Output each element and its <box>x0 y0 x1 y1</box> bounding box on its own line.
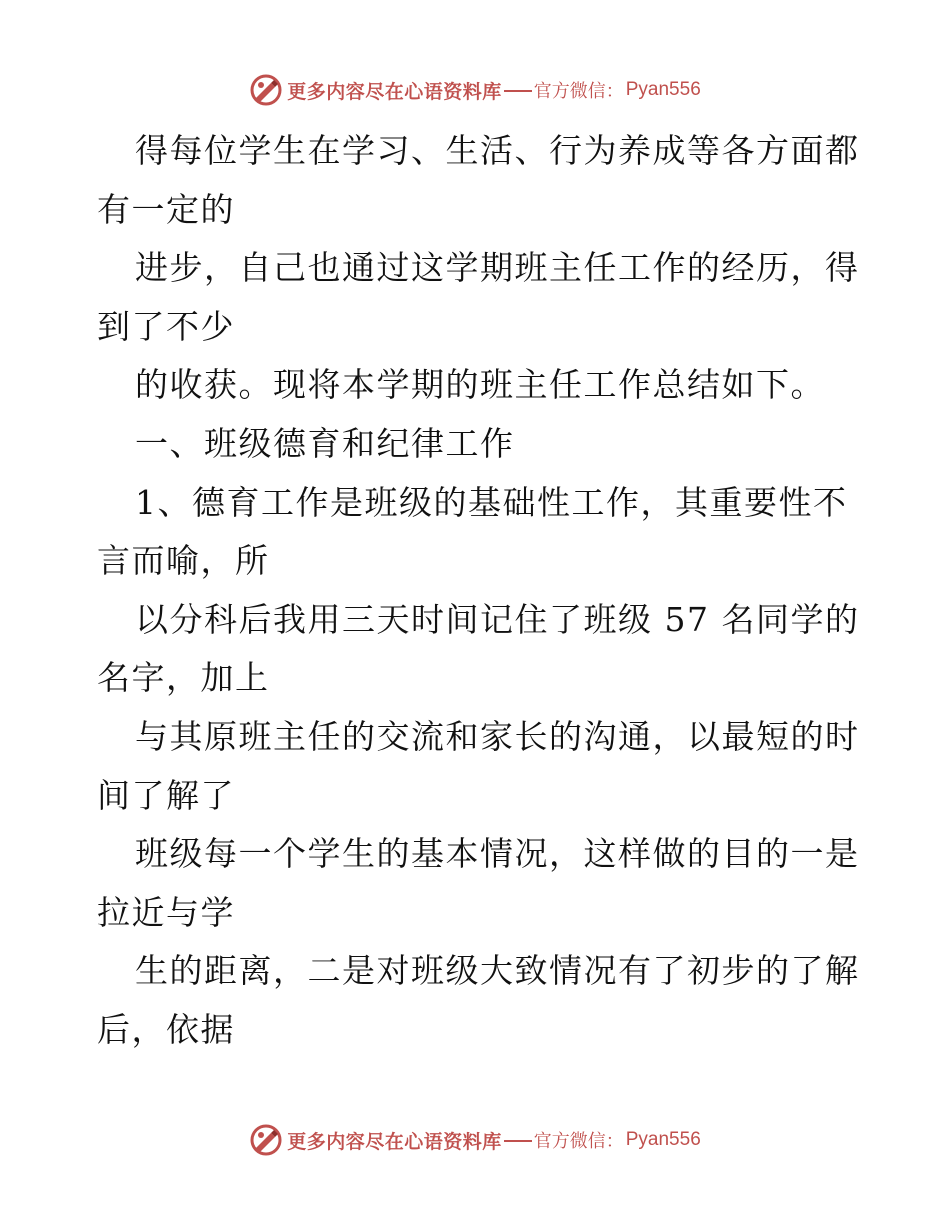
body-line: 的收获。现将本学期的班主任工作总结如下。 <box>135 365 825 405</box>
body-line: 后，依据 <box>97 1009 235 1049</box>
watermark-brand-text: 更多内容尽在心语资料库 <box>287 1130 502 1153</box>
body-line: 名字，加上 <box>97 658 270 698</box>
body-line: 拉近与学 <box>97 892 235 932</box>
watermark-wechat-label: 官方微信： <box>533 81 624 102</box>
header-watermark <box>0 72 950 108</box>
section-heading: 一、班级德育和纪律工作 <box>135 423 515 463</box>
watermark-dash <box>504 1140 532 1142</box>
body-line: 言而喻，所 <box>97 541 270 581</box>
body-line: 1、德育工作是班级的基础性工作，其重要性不 <box>135 482 848 522</box>
body-line: 到了不少 <box>97 306 235 346</box>
body-line: 得每位学生在学习、生活、行为养成等各方面都 <box>135 131 860 170</box>
red-pen-logo-icon <box>249 1123 283 1157</box>
red-pen-logo-icon <box>249 73 283 107</box>
footer-watermark <box>0 1122 950 1158</box>
body-line: 班级每一个学生的基本情况，这样做的目的一是 <box>135 834 860 874</box>
body-line: 有一定的 <box>97 189 235 229</box>
watermark-wechat-label: 官方微信： <box>533 1131 624 1152</box>
body-line: 生的距离，二是对班级大致情况有了初步的了解 <box>135 951 860 991</box>
watermark-wechat-id: Pyan556 <box>625 1129 701 1150</box>
watermark-dash <box>504 90 532 92</box>
body-line: 进步，自己也通过这学期班主任工作的经历，得 <box>135 248 860 288</box>
body-line: 间了解了 <box>97 775 235 815</box>
watermark-brand-text: 更多内容尽在心语资料库 <box>287 80 502 103</box>
watermark-wechat-id: Pyan556 <box>625 79 701 100</box>
body-line: 与其原班主任的交流和家长的沟通，以最短的时 <box>135 716 860 756</box>
body-line: 以分科后我用三天时间记住了班级 57 名同学的 <box>135 599 860 639</box>
document-body <box>97 122 860 1060</box>
